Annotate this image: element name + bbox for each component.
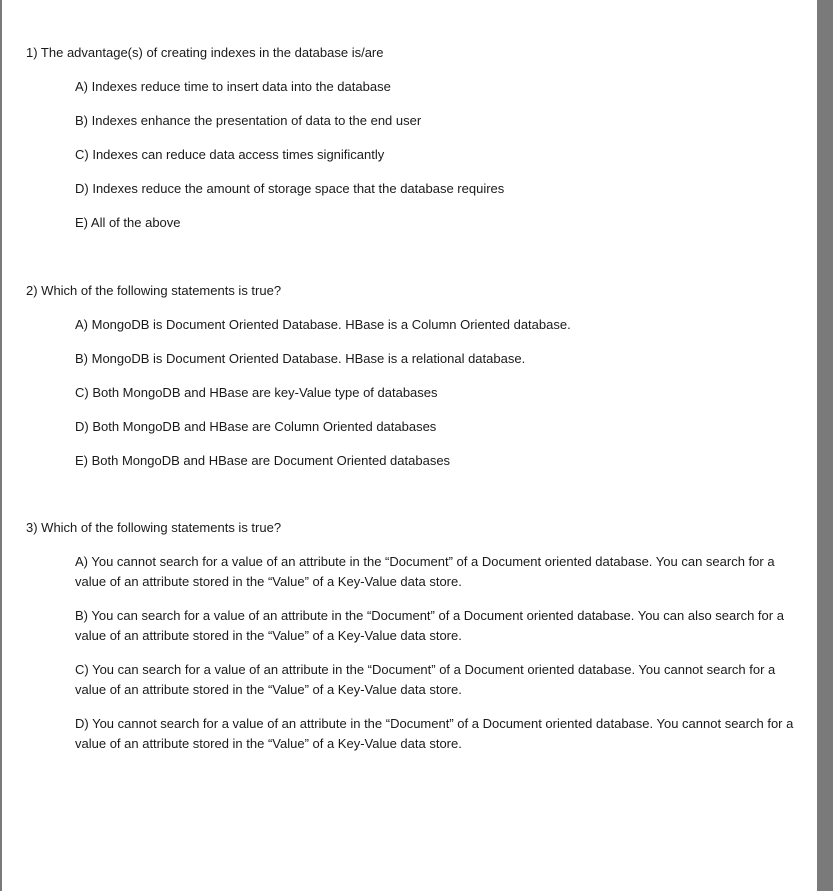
option-e: E) Both MongoDB and HBase are Document Oriented databases	[75, 453, 451, 468]
question-text: 2) Which of the following statements is true?	[26, 283, 282, 298]
question-1	[26, 43, 806, 233]
option-c: C) Indexes can reduce data access times significantly	[75, 147, 385, 162]
option-c: C) You can search for a value of an attribute in the “Document” of a Document oriented database. You cannot search for a value of an attribute stored in the “Value” of a Key-Value data store.	[75, 662, 776, 697]
option-a: A) Indexes reduce time to insert data into the database	[75, 79, 391, 94]
document-page	[2, 0, 817, 891]
option-d: D) Both MongoDB and HBase are Column Oriented databases	[75, 419, 437, 434]
option-d: D) Indexes reduce the amount of storage space that the database requires	[75, 181, 505, 196]
option-b: B) MongoDB is Document Oriented Database. HBase is a relational database.	[75, 351, 526, 366]
option-b: B) You can search for a value of an attribute in the “Document” of a Document oriented database. You can also search for a value of an attribute stored in the “Value” of a Key-Value data store.	[75, 608, 784, 643]
option-b: B) Indexes enhance the presentation of data to the end user	[75, 113, 422, 128]
option-a: A) MongoDB is Document Oriented Database. HBase is a Column Oriented database.	[75, 317, 571, 332]
option-a: A) You cannot search for a value of an attribute in the “Document” of a Document oriented database. You can search for a value of an attribute stored in the “Value” of a Key-Value data store.	[75, 554, 775, 589]
question-3	[26, 518, 806, 754]
question-2	[26, 281, 806, 471]
option-d: D) You cannot search for a value of an attribute in the “Document” of a Document oriented database. You cannot search for a value of an attribute stored in the “Value” of a Key-Value data store.	[75, 716, 794, 751]
question-text: 1) The advantage(s) of creating indexes in the database is/are	[26, 45, 384, 60]
option-c: C) Both MongoDB and HBase are key-Value type of databases	[75, 385, 438, 400]
option-e: E) All of the above	[75, 215, 181, 230]
question-text: 3) Which of the following statements is true?	[26, 520, 282, 535]
